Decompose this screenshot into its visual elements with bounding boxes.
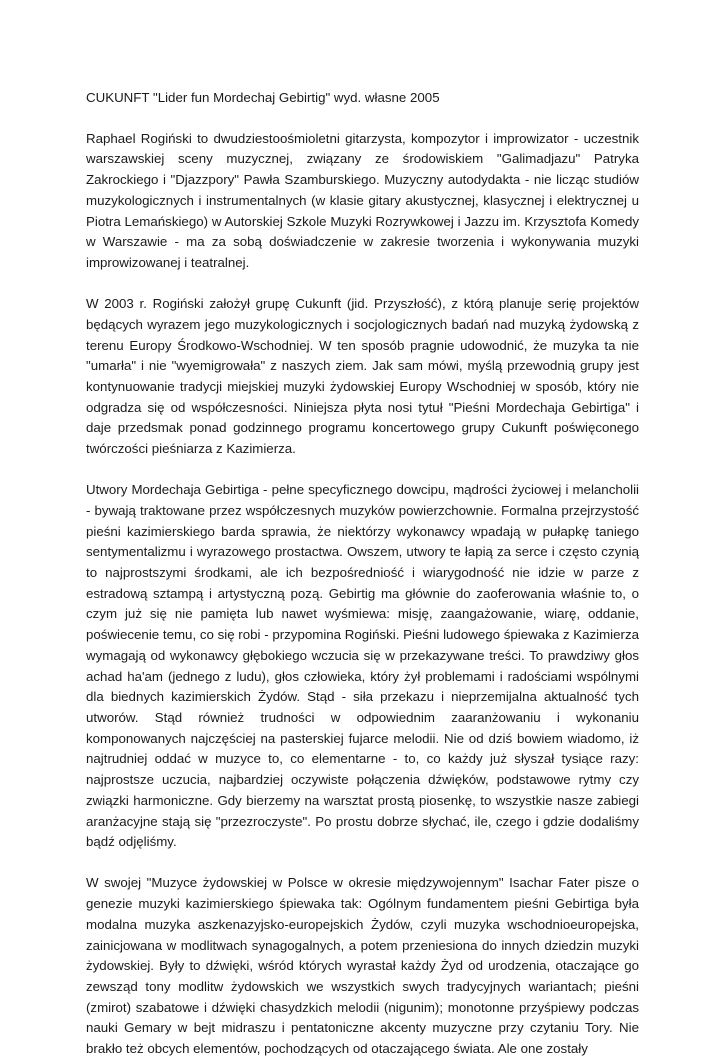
document-title: CUKUNFT "Lider fun Mordechaj Gebirtig" wyd. własne 2005 — [86, 90, 440, 105]
paragraph-cukunft: W 2003 r. Rogiński założył grupę Cukunft (jid. Przyszłość), z którą planuje serię projektów będących wyrazem jego muzykologicznych i socjologicznych badań nad muzyką żydowską z terenu Europy Środkowo-Wschodniej. W ten sposób pragnie udowodnić, że muzyka ta nie "umarła" i nie "wyemigrowała" z naszych ziem. Jak sam mówi, myślą przewodnią grupy jest kontynuowanie tradycji miejskiej muzyki żydowskiej Europy Wschodniej w sposób, który nie odgradza się od współczesności. Niniejsza płyta nosi tytuł "Pieśni Mordechaja Gebirtiga" i daje przedsmak ponad godzinnego programu koncertowego grupy Cukunft poświęconego twórczości pieśniarza z Kazimierza. — [86, 296, 639, 457]
paragraph-biography: Raphael Rogiński to dwudziestoośmioletni gitarzysta, kompozytor i improwizator - uczestnik warszawskiej sceny muzycznej, związany ze środowiskiem "Galimadjazu" Patryka Zakrockiego i "Djazzpory" Pawła Szamburskiego. Muzyczny autodydakta - nie licząc studiów muzykologicznych i instrumentalnych (w klasie gitary akustycznej, klasycznej i elektrycznej u Piotra Lemańskiego) w Autorskiej Szkole Muzyki Rozrywkowej i Jazzu im. Krzysztofa Komedy w Warszawie - ma za sobą doświadczenie w zakresie tworzenia i wykonywania muzyki improwizowanej i teatralnej. — [86, 130, 639, 270]
paragraph-gebirtig-works: Utwory Mordechaja Gebirtiga - pełne specyficznego dowcipu, mądrości życiowej i melancholii - bywają traktowane przez współczesnych muzyków powierzchownie. Formalna przejrzystość pieśni kazimierskiego barda sprawia, że niektórzy wykonawcy wpadają w pułapkę taniego sentymentalizmu i wyrazowego prostactwa. Owszem, utwory te łapią za serce i często czynią to najprostszymi środkami, ale ich bezpośredniość i wiarygodność nie idzie w parze z estradową sztampą i artystyczną pozą. Gebirtig ma głównie do zaoferowania właśnie to, o czym już się nie pamięta lub nawet wyśmiewa: misję, zaangażowanie, wiarę, oddanie, poświecenie temu, co się robi - przypomina Rogiński. Pieśni ludowego śpiewaka z Kazimierza wymagają od wykonawcy głębokiego wczucia się w przekazywane treści. To prawdziwy głos achad ha'am (jednego z ludu), głos człowieka, który żył problemami i radościami wspólnymi dla biednych kazimierskich Żydów. Stąd - siła przekazu i nieprzemijalna aktualność tych utworów. Stąd również trudności w odpowiednim zaaranżowaniu i wykonaniu komponowanych najczęściej na pasterskiej fujarce melodii. Nie od dziś bowiem wiadomo, iż najtrudniej oddać w muzyce to, co elementarne - to, co każdy już słyszał tysiące razy: najprostsze uczucia, najbardziej oczywiste połączenia dźwięków, podstawowe rytmy czy związki harmoniczne. Gdy bierzemy na warsztat prostą piosenkę, to wszystkie nasze zabiegi aranżacyjne stają się "przezroczyste". Po prostu dobrze słychać, ile, czego i gdzie dodaliśmy bądź odjęliśmy. — [86, 482, 639, 850]
paragraph-fater-quote: W swojej "Muzyce żydowskiej w Polsce w okresie międzywojennym" Isachar Fater pisze o genezie muzyki kazimierskiego śpiewaka tak: Ogólnym fundamentem pieśni Gebirtiga była modalna muzyka aszkenazyjsko-europejskich Żydów, czyli muzyka wschodnioeuropejska, zainicjowana w modlitwach synagogalnych, a potem przeniesiona do innych dziedzin muzyki żydowskiej. Były to dźwięki, wśród których wyrastał każdy Żyd od urodzenia, otaczające go zewsząd tony modlitw żydowskich we wszystkich swych tradycyjnych wariantach; pieśni (zmirot) szabatowe i dźwięki chasydzkich melodii (nigunim); monotonne przyśpiewy podczas nauki Gemary w bejt midraszu i pentatoniczne akcenty muzyczne przy czytaniu Tory. Nie brakło też obcych elementów, pochodzących od otaczającego świata. Ale one zostały — [86, 875, 639, 1057]
